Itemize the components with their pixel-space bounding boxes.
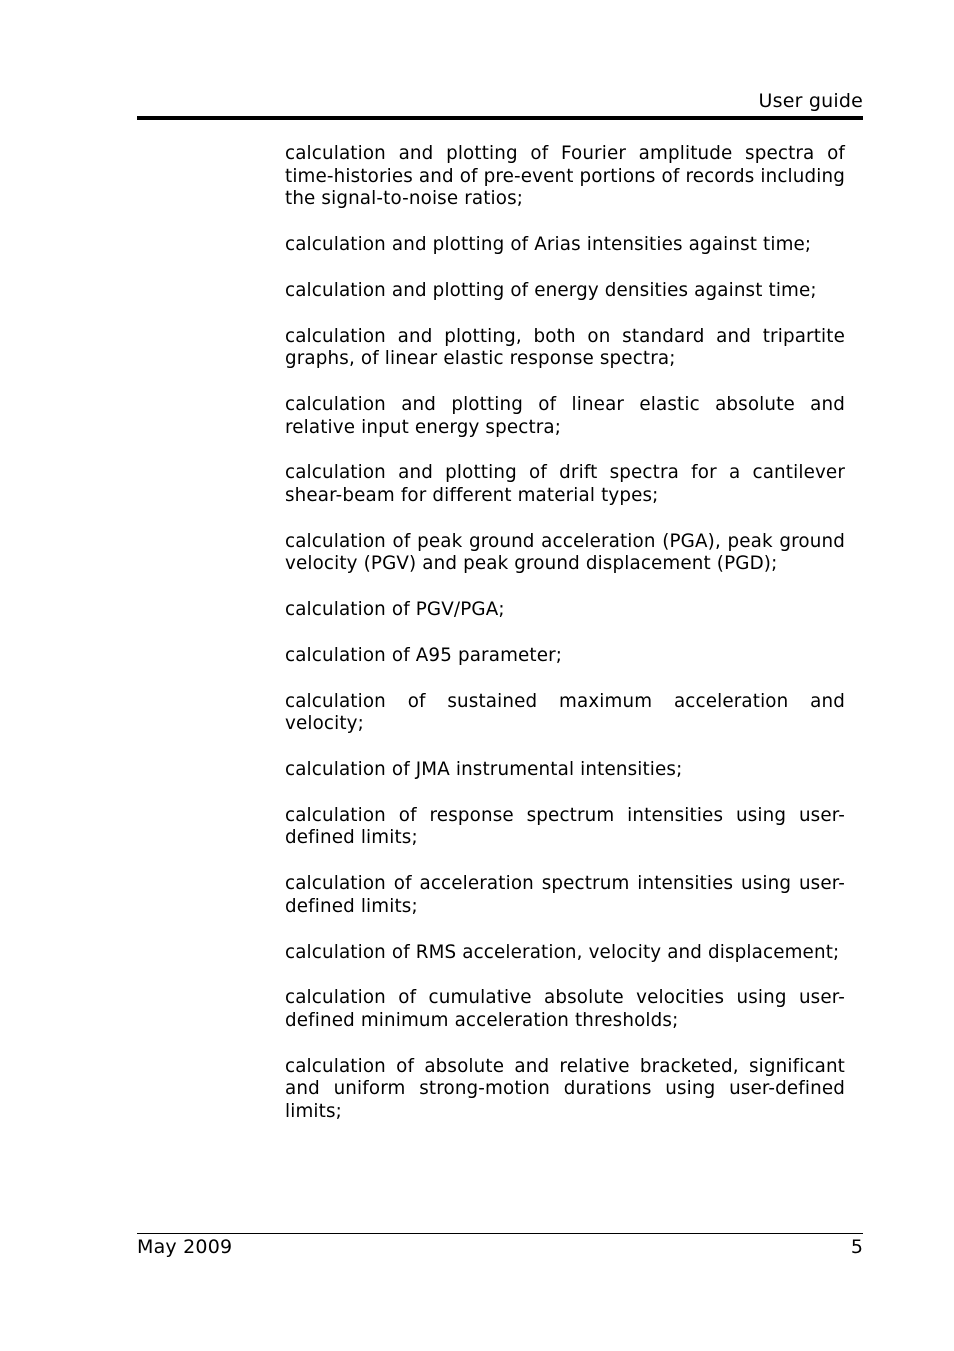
footer-rule — [137, 1233, 863, 1234]
list-item: calculation of RMS acceleration, velocity and displacement; — [285, 941, 840, 963]
list-item: calculation of peak ground acceleration (PGA), peak ground velocity (PGV) and peak ground displacement (PGD); — [285, 530, 845, 575]
page-number: 5 — [850, 1236, 863, 1258]
list-item: calculation of acceleration spectrum intensities using user-defined limits; — [285, 873, 845, 917]
list-item: calculation of cumulative absolute velocities using user-defined minimum acceleration thresholds; — [285, 987, 845, 1031]
list-item: calculation of response spectrum intensities using user-defined limits; — [285, 804, 845, 849]
list-item: calculation and plotting of linear elastic absolute and relative input energy spectra; — [285, 393, 845, 438]
list-item: calculation and plotting of energy densities against time; — [285, 279, 817, 301]
list-item: calculation and plotting, both on standard and tripartite graphs, of linear elastic response spectra; — [285, 325, 845, 370]
header-rule — [137, 116, 863, 120]
list-item: calculation and plotting of Arias intensities against time; — [285, 233, 812, 255]
list-item: calculation of PGV/PGA; — [285, 599, 505, 621]
header-title: User guide — [758, 90, 863, 112]
list-item: calculation and plotting of drift spectra for a cantilever shear-beam for different material types; — [285, 462, 845, 506]
list-item: calculation of JMA instrumental intensities; — [285, 758, 683, 780]
feature-list — [285, 143, 845, 1147]
list-item: calculation of sustained maximum acceleration and velocity; — [285, 690, 845, 735]
list-item: calculation of absolute and relative bracketed, significant and uniform strong-motion durations using user-defined limits; — [285, 1055, 845, 1122]
list-item: calculation of A95 parameter; — [285, 644, 563, 666]
footer-date: May 2009 — [137, 1236, 233, 1258]
list-item: calculation and plotting of Fourier amplitude spectra of time-histories and of pre-event portions of records including the signal-to-noise ratios; — [285, 143, 845, 210]
